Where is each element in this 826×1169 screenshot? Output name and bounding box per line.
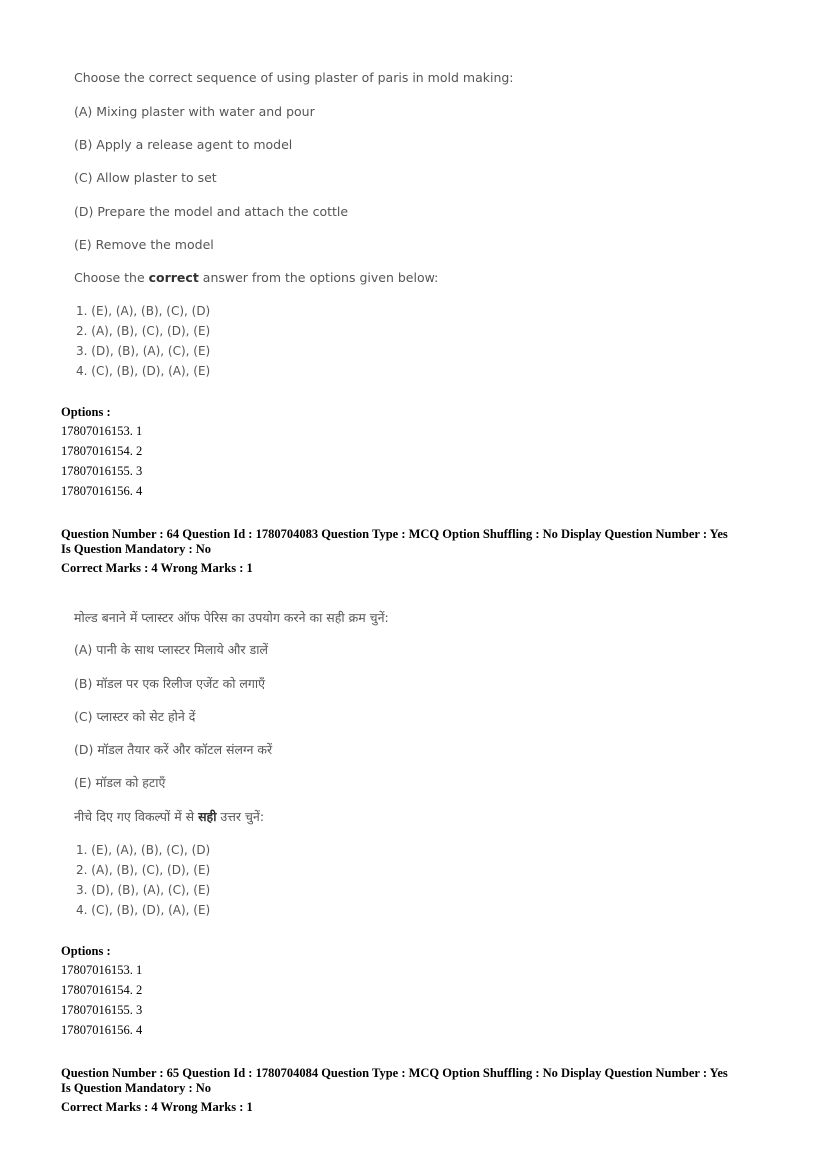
statement-c-hindi: (C) प्लास्टर को सेट होने दें (74, 709, 196, 724)
question-text: Choose the correct sequence of using plaster of paris in mold making: (74, 70, 514, 85)
options-label: Options : (61, 405, 111, 419)
question-65-meta: Question Number : 65 Question Id : 1780704084 Question Type : MCQ Option Shuffling : No Display Question Number : Yes (61, 1066, 728, 1080)
statement-d-hindi: (D) मॉडल तैयार करें और कॉटल संलग्न करें (74, 742, 273, 757)
choice-2: 2. (A), (B), (C), (D), (E) (76, 324, 211, 338)
choice-4-hindi: 4. (C), (B), (D), (A), (E) (76, 903, 211, 917)
statement-d: (D) Prepare the model and attach the cottle (74, 204, 349, 219)
options-label-64: Options : (61, 944, 111, 958)
statement-a: (A) Mixing plaster with water and pour (74, 104, 315, 119)
option-1-64: 17807016153. 1 (61, 963, 143, 977)
choice-3-hindi: 3. (D), (B), (A), (C), (E) (76, 883, 211, 897)
statement-e-hindi: (E) मॉडल को हटाएँ (74, 775, 166, 790)
choice-2-hindi: 2. (A), (B), (C), (D), (E) (76, 863, 211, 877)
statement-c: (C) Allow plaster to set (74, 170, 217, 185)
choice-3: 3. (D), (B), (A), (C), (E) (76, 344, 211, 358)
question-64-meta: Question Number : 64 Question Id : 1780704083 Question Type : MCQ Option Shuffling : No Display Question Number : Yes (61, 527, 728, 541)
instruction-text-hindi: नीचे दिए गए विकल्पों में से सही उत्तर चुनें: (74, 809, 265, 824)
question-text-hindi: मोल्ड बनाने में प्लास्टर ऑफ पेरिस का उपयोग करने का सही क्रम चुनें: (74, 610, 389, 625)
statement-b: (B) Apply a release agent to model (74, 137, 293, 152)
option-2: 17807016154. 2 (61, 444, 143, 458)
question-64-mandatory: Is Question Mandatory : No (61, 542, 212, 556)
question-64-marks: Correct Marks : 4 Wrong Marks : 1 (61, 561, 253, 575)
option-3: 17807016155. 3 (61, 464, 143, 478)
choice-4: 4. (C), (B), (D), (A), (E) (76, 364, 211, 378)
choice-1-hindi: 1. (E), (A), (B), (C), (D) (76, 843, 211, 857)
question-65-marks: Correct Marks : 4 Wrong Marks : 1 (61, 1100, 253, 1114)
statement-a-hindi: (A) पानी के साथ प्लास्टर मिलाये और डालें (74, 642, 268, 657)
option-2-64: 17807016154. 2 (61, 983, 143, 997)
question-image-hindi (70, 603, 670, 923)
question-65-mandatory: Is Question Mandatory : No (61, 1081, 212, 1095)
instruction-text: Choose the correct answer from the options given below: (74, 270, 439, 285)
statement-e: (E) Remove the model (74, 237, 214, 252)
choice-1: 1. (E), (A), (B), (C), (D) (76, 304, 211, 318)
statement-b-hindi: (B) मॉडल पर एक रिलीज एजेंट को लगाएँ (74, 676, 266, 691)
option-4: 17807016156. 4 (61, 484, 143, 498)
question-image-english (70, 66, 670, 386)
option-3-64: 17807016155. 3 (61, 1003, 143, 1017)
option-1: 17807016153. 1 (61, 424, 143, 438)
option-4-64: 17807016156. 4 (61, 1023, 143, 1037)
